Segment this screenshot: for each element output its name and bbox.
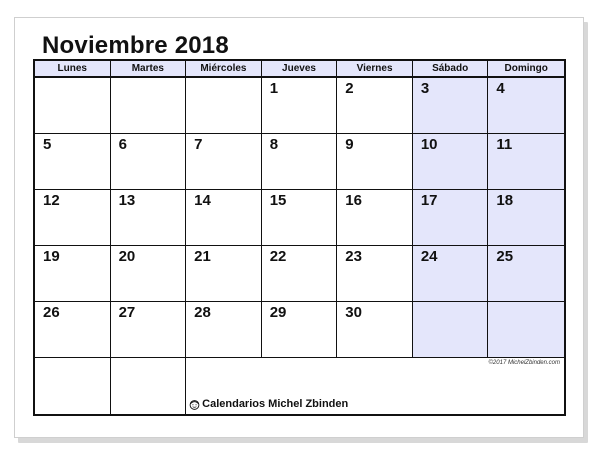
day-cell-weekend [488, 246, 564, 302]
day-cell [262, 78, 338, 134]
day-number: 22 [269, 248, 287, 265]
day-cell-weekend [413, 78, 489, 134]
day-number: 17 [420, 192, 438, 209]
page-title: Noviembre 2018 [42, 32, 229, 59]
weekday-header [35, 61, 564, 78]
day-cell [262, 134, 338, 190]
notes-cell [111, 358, 187, 414]
weekday-jueves: Jueves [262, 61, 338, 76]
day-number: 15 [269, 192, 287, 209]
notes-cell [35, 358, 111, 414]
calendar-grid [33, 59, 566, 416]
smiley-face-icon [189, 399, 200, 410]
day-number: 26 [43, 304, 60, 321]
weekday-viernes: Viernes [337, 61, 413, 76]
weekday-lunes: Lunes [35, 61, 111, 76]
day-number: 13 [118, 192, 136, 209]
day-cell [111, 246, 187, 302]
day-cell-weekend [413, 134, 489, 190]
day-cell [111, 134, 187, 190]
days-grid [35, 78, 564, 414]
day-number: 23 [345, 248, 362, 265]
day-number: 21 [194, 248, 211, 265]
weekday-miercoles: Miércoles [186, 61, 262, 76]
day-number: 3 [420, 80, 430, 97]
day-number: 11 [496, 136, 513, 153]
day-number: 1 [269, 80, 279, 97]
brand-label [189, 398, 348, 410]
day-cell [186, 190, 262, 246]
day-cell [262, 246, 338, 302]
day-cell [337, 302, 413, 358]
day-cell [186, 246, 262, 302]
day-cell [35, 246, 111, 302]
day-cell [337, 78, 413, 134]
day-number: 27 [118, 304, 136, 321]
day-cell-weekend [413, 246, 489, 302]
day-cell-weekend [488, 134, 564, 190]
day-number: 7 [194, 136, 203, 153]
day-number: 29 [269, 304, 287, 321]
day-cell [186, 134, 262, 190]
day-cell [337, 190, 413, 246]
day-number: 14 [194, 192, 211, 209]
weekday-sabado: Sábado [413, 61, 489, 76]
day-cell [35, 134, 111, 190]
day-cell-weekend [413, 302, 489, 358]
day-cell [186, 302, 262, 358]
day-number: 10 [420, 136, 438, 153]
day-cell [35, 190, 111, 246]
day-number: 18 [496, 192, 514, 209]
day-cell [111, 190, 187, 246]
day-cell [35, 302, 111, 358]
footer-area [186, 358, 564, 414]
day-number: 20 [118, 248, 136, 265]
day-number: 28 [194, 304, 211, 321]
day-cell-weekend [413, 190, 489, 246]
day-number: 2 [345, 80, 354, 97]
day-number: 5 [43, 136, 52, 153]
day-number: 24 [420, 248, 438, 265]
day-number: 4 [496, 80, 505, 97]
day-cell [111, 302, 187, 358]
weekday-martes: Martes [111, 61, 187, 76]
day-cell [35, 78, 111, 134]
day-number: 16 [345, 192, 362, 209]
day-cell-weekend [488, 302, 564, 358]
day-cell [262, 190, 338, 246]
day-number: 30 [345, 304, 362, 321]
brand-text: Calendarios Michel Zbinden [202, 398, 349, 410]
day-number: 19 [43, 248, 60, 265]
day-number: 8 [269, 136, 279, 153]
copyright-text: ©2017 MichelZbinden.com [488, 360, 560, 366]
day-cell [111, 78, 187, 134]
day-number: 9 [345, 136, 354, 153]
day-cell [186, 78, 262, 134]
day-number: 6 [118, 136, 127, 153]
weekday-domingo: Domingo [504, 63, 548, 74]
day-cell-weekend [488, 190, 564, 246]
day-number: 12 [43, 192, 60, 209]
day-cell-weekend [488, 78, 564, 134]
day-cell [337, 246, 413, 302]
day-number: 25 [496, 248, 514, 265]
day-cell [337, 134, 413, 190]
day-cell [262, 302, 338, 358]
